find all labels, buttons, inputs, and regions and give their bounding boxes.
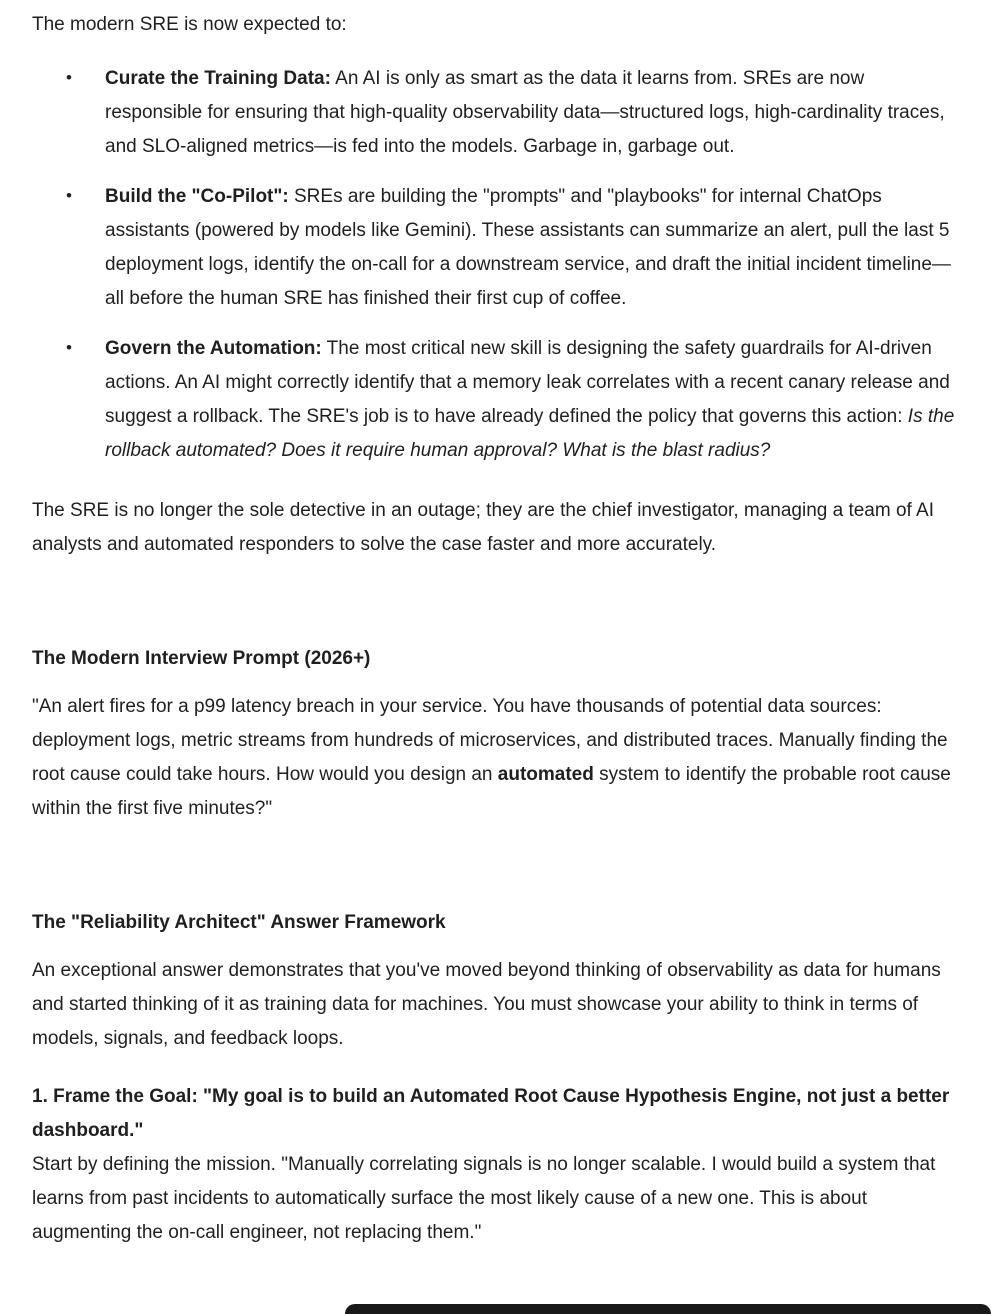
- step1-heading: 1. Frame the Goal: "My goal is to build an Automated Root Cause Hypothesis Engine, not just a better dashboard.": [32, 1086, 950, 1141]
- bullet-italic-tail: Is the rollback automated? Does it require human approval? What is the blast radius?: [105, 406, 955, 461]
- framework-intro-paragraph: An exceptional answer demonstrates that you've moved beyond thinking of observability as data for humans and started thinking of it as training data for machines. You must showcase your ability to think in terms of models, signals, and feedback loops.: [32, 960, 941, 1049]
- framework-heading: The "Reliability Architect" Answer Framework: [32, 912, 446, 933]
- bullet-icon: •: [66, 186, 72, 205]
- bullet-icon: •: [66, 68, 72, 87]
- bullet-text: [105, 68, 945, 157]
- list-item: [32, 332, 958, 468]
- bullet-list: [32, 62, 958, 468]
- step1-body-paragraph: Start by defining the mission. "Manually correlating signals is no longer scalable. I would build a system that learns from past incidents to automatically surface the most likely cause of a new one. This is about augmenting the on-call engineer, not replacing them.": [32, 1154, 936, 1243]
- quote-before: "An alert fires for a p99 latency breach in your service. You have thousands of potential data sources: deployment logs, metric streams from hundreds of microservices, and distributed traces. Manually finding the root cause could take hours. How would you design an: [32, 696, 948, 785]
- interview-prompt-heading: The Modern Interview Prompt (2026+): [32, 648, 371, 669]
- quote-bold-word: automated: [497, 764, 594, 785]
- bullet-lead: Build the "Co-Pilot":: [105, 186, 289, 207]
- bullet-text: [105, 186, 951, 309]
- bullet-body: An AI is only as smart as the data it learns from. SREs are now responsible for ensuring that high-quality observability data—structured logs, high-cardinality traces, and SLO-aligned metrics—is fed into the models. Garbage in, garbage out.: [105, 68, 945, 157]
- bullet-body: SREs are building the "prompts" and "playbooks" for internal ChatOps assistants (powered by models like Gemini). These assistants can summarize an alert, pull the last 5 deployment logs, identify the on-call for a downstream service, and draft the initial incident timeline—all before the human SRE has finished their first cup of coffee.: [105, 186, 951, 309]
- bullet-text: [105, 338, 954, 461]
- bullet-lead: Govern the Automation:: [105, 338, 322, 359]
- list-item: [32, 62, 958, 164]
- bullet-lead: Curate the Training Data:: [105, 68, 331, 89]
- interview-quote-paragraph: [32, 690, 958, 826]
- intro-paragraph: The modern SRE is now expected to:: [32, 14, 347, 35]
- bullet-icon: •: [66, 338, 72, 357]
- bottom-bar[interactable]: [345, 1304, 991, 1314]
- quote-after: system to identify the probable root cause within the first five minutes?": [32, 764, 951, 819]
- closing-paragraph: The SRE is no longer the sole detective in an outage; they are the chief investigator, managing a team of AI analysts and automated responders to solve the case faster and more accurately.: [32, 500, 934, 555]
- list-item: [32, 180, 958, 316]
- bullet-body: The most critical new skill is designing the safety guardrails for AI-driven actions. An AI might correctly identify that a memory leak correlates with a recent canary release and suggest a rollback. The SRE's job is to have already defined the policy that governs this action:: [105, 338, 950, 427]
